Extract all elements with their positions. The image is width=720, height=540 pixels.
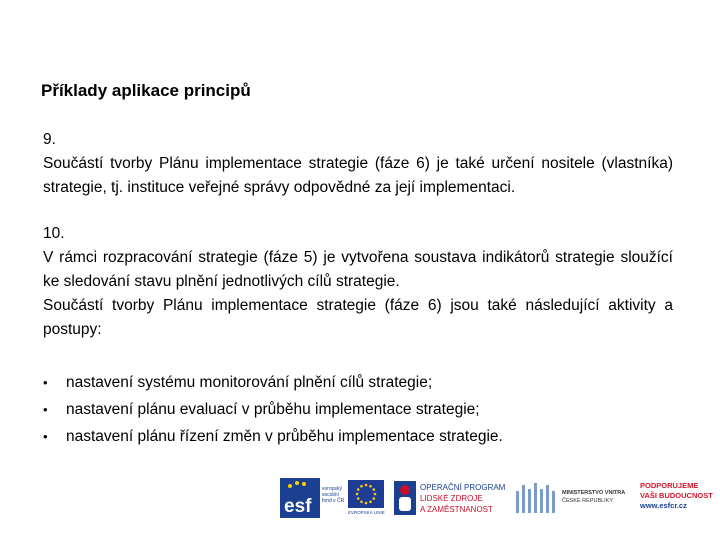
- eu-star-icon: [372, 488, 375, 491]
- ministry-text-line: ČESKÉ REPUBLIKY: [562, 498, 614, 504]
- item-10-number: 10.: [43, 225, 65, 242]
- eu-star-icon: [369, 500, 372, 503]
- support-logo: [640, 478, 718, 518]
- ministry-emblem-icon: [514, 481, 556, 515]
- bullet-icon: •: [43, 375, 48, 390]
- support-text-line: VAŠI BUDOUCNOST: [640, 491, 713, 500]
- op-text-line: LIDSKÉ ZDROJE: [420, 494, 483, 503]
- esf-text-line: evropský: [322, 486, 343, 492]
- eu-star-icon: [374, 493, 377, 496]
- esf-logo: [280, 478, 346, 518]
- ministry-text-line: MINISTERSTVO VNITRA: [562, 490, 626, 496]
- eu-star-icon: [360, 500, 363, 503]
- bullet-icon: •: [43, 429, 48, 444]
- bullet-item: [43, 423, 673, 450]
- ministry-logo: [514, 478, 634, 518]
- support-url: www.esfcr.cz: [640, 501, 687, 510]
- slide-title: Příklady aplikace principů: [41, 81, 251, 100]
- bullet-item: [43, 369, 673, 396]
- bullet-item: [43, 396, 673, 423]
- bullet-text: nastavení plánu řízení změn v průběhu implementace strategie.: [66, 428, 503, 445]
- support-text-line: PODPORUJEME: [640, 481, 699, 490]
- item-9-number: 9.: [43, 131, 56, 148]
- esf-logo-icon: [280, 478, 320, 518]
- item-9-text: Součástí tvorby Plánu implementace strategie (fáze 6) je také určení nositele (vlastníka) strategie, tj. instituce veřejné správy odpovědné za její implementaci.: [43, 155, 673, 196]
- op-logo: [394, 478, 506, 518]
- eu-flag-icon: [348, 480, 384, 508]
- slide-content: [43, 128, 673, 450]
- eu-star-icon: [360, 485, 363, 488]
- svg-text:esf: esf: [284, 496, 312, 517]
- bullet-text: nastavení systému monitorování plnění cílů strategie;: [66, 374, 433, 391]
- op-text-line: OPERAČNÍ PROGRAM: [420, 483, 506, 492]
- bullet-icon: •: [43, 402, 48, 417]
- eu-logo: [348, 478, 386, 518]
- esf-text-line: fond v ČR: [322, 498, 345, 504]
- eu-star-icon: [372, 497, 375, 500]
- eu-star-icon: [365, 502, 368, 505]
- esf-text-line: sociální: [322, 492, 339, 498]
- eu-star-icon: [357, 497, 360, 500]
- bullet-list: [43, 369, 673, 450]
- item-10-text-2: Součástí tvorby Plánu implementace strategie (fáze 6) jsou také následující aktivity a postupy:: [43, 297, 673, 338]
- eu-label: EVROPSKÁ UNIE: [348, 510, 385, 515]
- eu-star-icon: [365, 484, 368, 487]
- eu-star-icon: [357, 488, 360, 491]
- eu-star-icon: [356, 493, 359, 496]
- bullet-text: nastavení plánu evaluací v průběhu implementace strategie;: [66, 401, 480, 418]
- people-icon: [394, 481, 416, 515]
- op-text-line: A ZAMĚSTNANOST: [420, 505, 493, 514]
- item-10-text-1: V rámci rozpracování strategie (fáze 5) je vytvořena soustava indikátorů strategie sloužící ke sledování stavu plnění jednotlivých cílů strategie.: [43, 249, 673, 290]
- eu-star-icon: [369, 485, 372, 488]
